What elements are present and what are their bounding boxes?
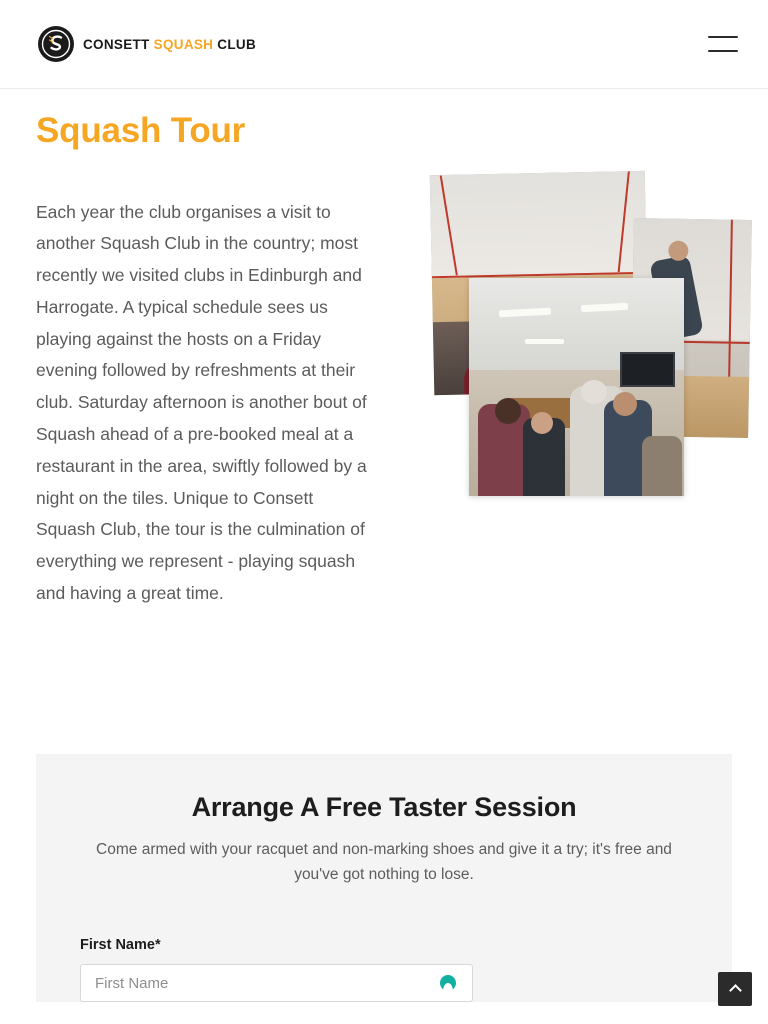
first-name-label: First Name* [80,937,161,953]
taster-subtext: Come armed with your racquet and non-marking shoes and give it a try; it's free and you've got nothing to lose. [96,841,672,883]
hamburger-bar-2 [708,50,738,52]
clubhouse-person-1-head [495,398,521,424]
clubhouse-person-5 [642,436,682,496]
brand-word-consett: CONSETT [83,36,150,52]
page-title: Squash Tour [36,111,246,150]
main-content [0,111,768,627]
clubhouse-celebration-photo [469,278,684,496]
site-logo-link[interactable] [38,26,256,62]
clubhouse-person-4-head [613,392,637,416]
taster-heading: Arrange A Free Taster Session [191,792,577,822]
clubhouse-person-3-head [581,380,607,404]
brand-wordmark [83,37,256,52]
chevron-up-icon [729,984,742,997]
scroll-to-top-button[interactable] [718,972,752,1006]
first-name-field-wrapper [80,964,473,1002]
brand-word-club: CLUB [217,36,256,52]
squash-tour-section [36,173,732,627]
ceiling-light-3 [525,339,564,344]
hamburger-bar-1 [708,36,738,38]
hamburger-menu-icon[interactable] [708,33,738,55]
first-name-input[interactable] [80,964,473,1002]
photo-collage [400,173,732,513]
squash-tour-body-text: Each year the club organises a visit to another Squash Club in the country; most recently we visited clubs in Edinburgh and Harrogate. A typical schedule sees us playing against the hosts on a Friday evening followed by refreshments at their club. Saturday afternoon is another bout of Squash ahead of a pre-booked meal at a restaurant in the area, swiftly followed by a night on the tiles. Unique to Consett Squash Club, the tour is the culmination of everything we represent - playing squash and having a great time. [36,201,367,604]
club-logo-icon [38,26,74,62]
site-header [0,0,768,89]
form-validation-icon [437,972,459,994]
taster-session-panel [36,754,732,1002]
wall-television [620,352,676,387]
brand-word-squash: SQUASH [153,36,214,52]
